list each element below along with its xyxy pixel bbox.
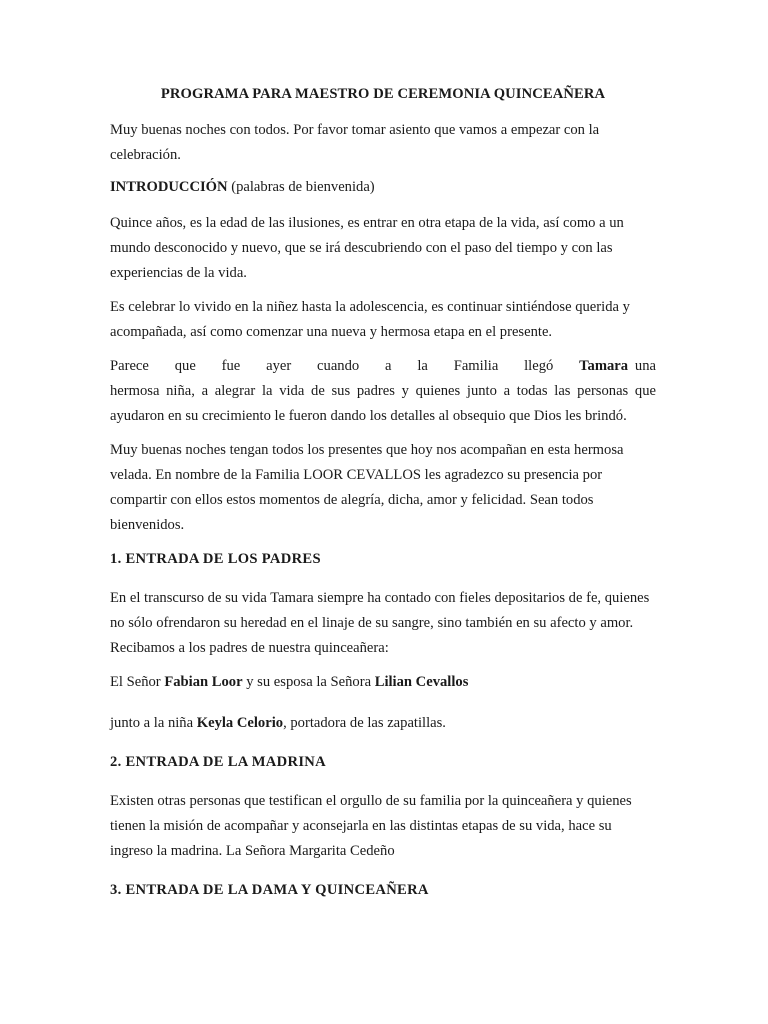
intro-note: (palabras de bienvenida) <box>227 179 375 195</box>
shoes-line-prefix: junto a la niña <box>110 715 197 731</box>
intro-heading: INTRODUCCIÓN <box>110 179 228 195</box>
quinceanera-name: Tamara <box>579 358 629 374</box>
document-title: PROGRAMA PARA MAESTRO DE CEREMONIA QUINCEAÑERA <box>160 86 606 102</box>
section-1-paragraph-1: En el transcurso de su vida Tamara siempre ha contado con fieles depositarios de fe, quienes no sólo ofrendaron su heredad en el linaje de su sangre, sino también en su afecto y amor. Recibamos a los padres de nuestra quinceañera: <box>110 590 650 656</box>
intro-paragraph-3-start: Parece que fue ayer cuando a la Familia llegó <box>110 358 580 374</box>
parents-line-middle: y su esposa la Señora <box>242 674 375 690</box>
section-2-paragraph-1: Existen otras personas que testifican el orgullo de su familia por la quinceañera y quienes tienen la misión de acompañar y aconsejarla en las distintas etapas de su vida, hace su ingreso la madrina. La Señora Margarita Cedeño <box>110 793 632 859</box>
section-1-heading: 1. ENTRADA DE LOS PADRES <box>110 551 321 567</box>
intro-paragraph-3-end: una hermosa niña, a alegrar la vida de sus padres y quienes junto a todas las personas que ayudaron en su crecimiento le fueron dando los detalles al obsequio que Dios les brindó. <box>110 358 656 424</box>
mother-name: Lilian Cevallos <box>374 674 469 690</box>
intro-paragraph-2: Es celebrar lo vivido en la niñez hasta la adolescencia, es continuar sintiéndose querida y acompañada, así como comenzar una nueva y hermosa etapa en el presente. <box>110 299 630 340</box>
intro-paragraph-3 <box>110 354 656 429</box>
section-1-parents-line <box>110 670 656 695</box>
section-2-heading: 2. ENTRADA DE LA MADRINA <box>110 754 326 770</box>
intro-paragraph-4: Muy buenas noches tengan todos los presentes que hoy nos acompañan en esta hermosa velada. En nombre de la Familia LOOR CEVALLOS les agradezco su presencia por compartir con ellos estos momentos de alegría, dicha, amor y felicidad. Sean todos bienvenidos. <box>110 442 624 533</box>
intro-paragraph-1: Quince años, es la edad de las ilusiones, es entrar en otra etapa de la vida, así como a un mundo desconocido y nuevo, que se irá descubriendo con el paso del tiempo y con las experiencias de la vida. <box>110 215 624 281</box>
section-3-heading: 3. ENTRADA DE LA DAMA Y QUINCEAÑERA <box>110 882 429 898</box>
shoes-line-suffix: , portadora de las zapatillas. <box>283 715 446 731</box>
parents-line-prefix: El Señor <box>110 674 165 690</box>
intro-heading-line <box>110 175 656 200</box>
shoe-bearer-name: Keyla Celorio <box>196 715 284 731</box>
greeting-paragraph: Muy buenas noches con todos. Por favor tomar asiento que vamos a empezar con la celebración. <box>110 122 600 163</box>
section-1-shoes-line <box>110 711 656 736</box>
father-name: Fabian Loor <box>164 674 243 690</box>
